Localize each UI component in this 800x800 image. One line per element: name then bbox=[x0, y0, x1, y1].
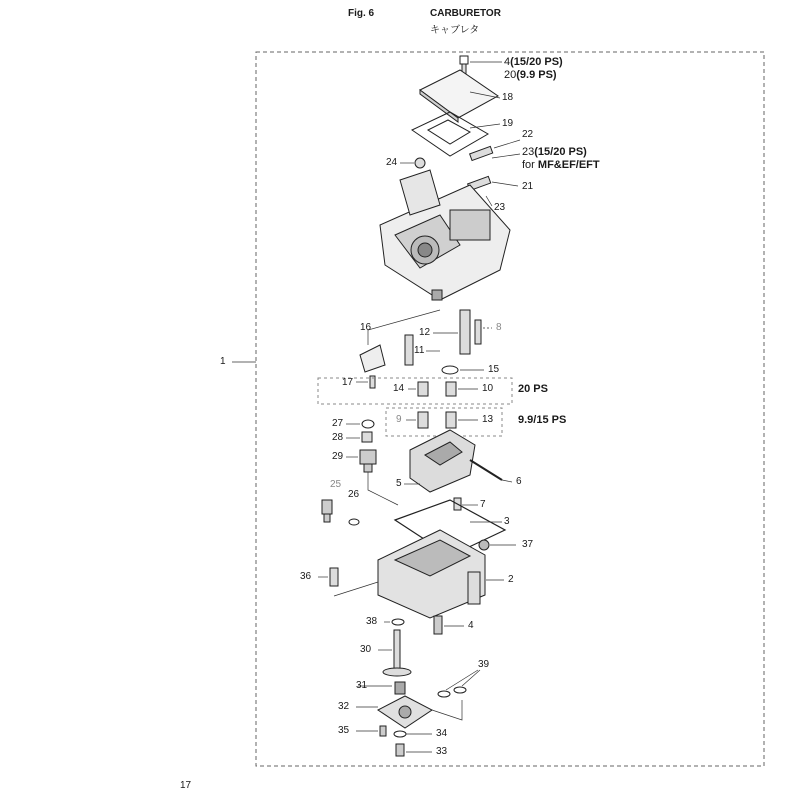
jet-part-12 bbox=[460, 310, 470, 354]
part-label-38: 38 bbox=[366, 616, 378, 627]
part-label-33: 33 bbox=[436, 746, 448, 757]
callout-20: 20(9.9 PS) bbox=[504, 69, 557, 81]
part-label-17: 17 bbox=[342, 377, 354, 388]
main-jet-part-14 bbox=[418, 382, 428, 396]
part-label-23: 23 bbox=[494, 202, 506, 213]
part-label-2: 2 bbox=[508, 574, 514, 585]
part-label-31: 31 bbox=[356, 680, 368, 691]
part-label-1: 1 bbox=[220, 356, 226, 367]
clip-part-27 bbox=[362, 420, 374, 428]
plug-part-37 bbox=[479, 540, 489, 550]
part-label-37: 37 bbox=[522, 539, 534, 550]
washer-part-34 bbox=[394, 731, 406, 737]
part-label-15: 15 bbox=[488, 364, 500, 375]
o-ring-part-15 bbox=[442, 366, 458, 374]
part-label-24: 24 bbox=[386, 157, 398, 168]
main-jet-part-13 bbox=[446, 412, 456, 428]
float-pin-part-6 bbox=[470, 460, 502, 480]
part-label-30: 30 bbox=[360, 644, 372, 655]
part-label-25: 25 bbox=[330, 479, 342, 490]
part-label-11: 11 bbox=[414, 345, 425, 356]
part-label-5: 5 bbox=[396, 478, 402, 489]
part-label-13: 13 bbox=[482, 414, 494, 425]
collar-part-28 bbox=[362, 432, 372, 442]
screw-part-22 bbox=[470, 146, 493, 160]
screw-part-25 bbox=[322, 500, 332, 522]
part-label-18: 18 bbox=[502, 92, 514, 103]
part-label-7: 7 bbox=[480, 499, 486, 510]
part-label-21: 21 bbox=[522, 181, 534, 192]
cover-plate-part-18 bbox=[420, 70, 498, 122]
part-label-36: 36 bbox=[300, 571, 312, 582]
part-label-3: 3 bbox=[504, 516, 510, 527]
float-bowl-part-2 bbox=[378, 530, 485, 618]
callout-23: 23(15/20 PS) bbox=[522, 146, 587, 158]
gasket-part-19 bbox=[412, 112, 488, 156]
part-label-27: 27 bbox=[332, 418, 344, 429]
nut-part-24 bbox=[415, 158, 425, 168]
o-ring-part-26 bbox=[349, 519, 359, 525]
page-number: 17 bbox=[180, 780, 192, 791]
o-ring-part-38 bbox=[392, 619, 404, 625]
plunger-part-30 bbox=[383, 630, 411, 676]
screw-part-4-bottom bbox=[434, 616, 442, 634]
part-label-8: 8 bbox=[496, 322, 502, 333]
part-label-4-bottom: 4 bbox=[468, 620, 474, 631]
part-label-26: 26 bbox=[348, 489, 360, 500]
part-label-19: 19 bbox=[502, 118, 514, 129]
part-label-34: 34 bbox=[436, 728, 448, 739]
screw-part-35 bbox=[380, 726, 386, 736]
part-label-28: 28 bbox=[332, 432, 344, 443]
part-label-32: 32 bbox=[338, 701, 350, 712]
group-label-20ps: 20 PS bbox=[518, 383, 548, 395]
main-jet-part-9 bbox=[418, 412, 428, 428]
part-label-39: 39 bbox=[478, 659, 490, 670]
callout-23-models: for MF&EF/EFT bbox=[522, 159, 600, 171]
float-part-5 bbox=[410, 430, 475, 492]
page-title: CARBURETOR bbox=[430, 8, 501, 19]
callout-4: 4(15/20 PS) bbox=[504, 56, 563, 68]
screw-part-33 bbox=[396, 744, 404, 756]
part-label-35: 35 bbox=[338, 725, 350, 736]
diagram-frame bbox=[256, 52, 764, 766]
carburetor-body bbox=[380, 170, 510, 300]
group-label-9915ps: 9.9/15 PS bbox=[518, 414, 567, 426]
part-label-6: 6 bbox=[516, 476, 522, 487]
spring-part-31 bbox=[395, 682, 405, 694]
part-label-14: 14 bbox=[393, 383, 405, 394]
o-ring-part-39b bbox=[454, 687, 466, 693]
part-label-22: 22 bbox=[522, 129, 534, 140]
pin-part-36 bbox=[330, 568, 338, 586]
pilot-jet-part-8 bbox=[475, 320, 481, 344]
part-label-9: 9 bbox=[396, 414, 402, 425]
o-ring-part-39a bbox=[438, 691, 450, 697]
page-title-japanese: キャブレタ bbox=[430, 25, 480, 36]
needle-jet-part-11 bbox=[405, 335, 413, 365]
part-label-10: 10 bbox=[482, 383, 494, 394]
part-label-29: 29 bbox=[332, 451, 344, 462]
part-label-12: 12 bbox=[419, 327, 431, 338]
figure-label: Fig. 6 bbox=[348, 8, 375, 19]
main-jet-part-10 bbox=[446, 382, 456, 396]
part-label-16: 16 bbox=[360, 322, 372, 333]
valve-seat-part-29 bbox=[360, 450, 376, 472]
bracket-part-16 bbox=[360, 345, 385, 372]
